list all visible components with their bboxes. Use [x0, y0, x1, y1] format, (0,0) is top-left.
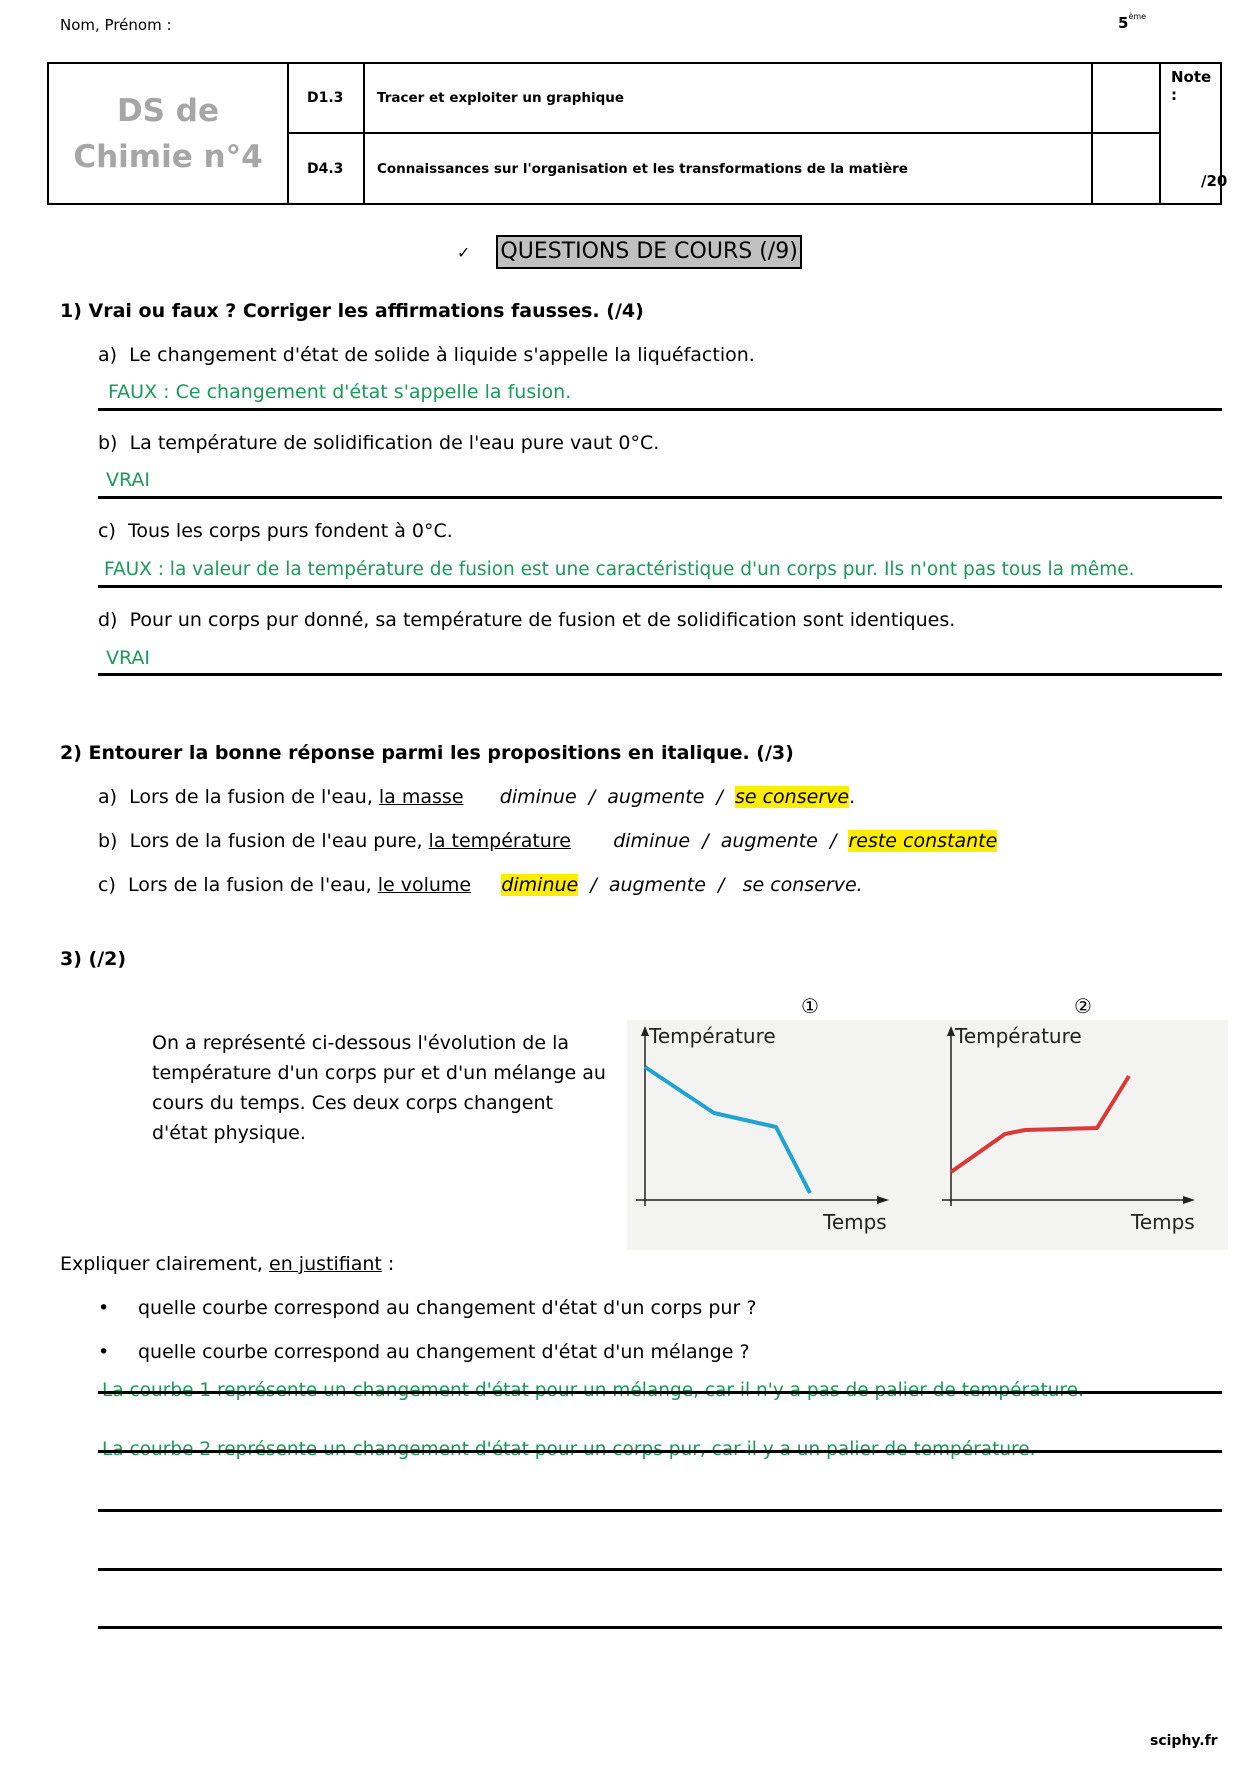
item-label: c): [98, 874, 116, 896]
answer-line: [98, 585, 1222, 588]
item-prefix: Lors de la fusion de l'eau,: [129, 786, 379, 808]
item-label: b): [98, 432, 118, 454]
answer-line[interactable]: [98, 1626, 1222, 1629]
chart1-ylabel: Température: [649, 1024, 776, 1048]
q2-item-c: [98, 874, 863, 896]
chart2-ylabel: Température: [955, 1024, 1082, 1048]
answer-line[interactable]: [98, 1568, 1222, 1571]
grade-suffix: ème: [1128, 12, 1147, 21]
skill-eval-1: [1093, 64, 1161, 134]
option-2[interactable]: augmente: [608, 874, 706, 896]
q1-answer-c[interactable]: FAUX : la valeur de la température de fusion est une caractéristique d'un corps pur. Ils n'ont pas tous la même.: [104, 559, 1135, 580]
separator: /: [829, 830, 837, 852]
separator: /: [702, 830, 709, 852]
item-text: La température de solidification de l'eau pure vaut 0°C.: [129, 432, 660, 454]
item-text: Tous les corps purs fondent à 0°C.: [127, 520, 453, 542]
instruction-suffix: :: [381, 1253, 395, 1275]
charts-figure: [627, 1020, 1228, 1250]
name-label: Nom, Prénom :: [60, 16, 172, 34]
option-3-selected[interactable]: reste constante: [848, 830, 998, 852]
skill-desc-1: Tracer et exploiter un graphique: [365, 64, 1093, 134]
option-1-selected[interactable]: diminue: [501, 874, 579, 896]
bullet-icon: •: [98, 1341, 110, 1363]
q1-answer-d[interactable]: VRAI: [106, 647, 151, 669]
separator: /: [718, 874, 725, 896]
item-prefix: Lors de la fusion de l'eau,: [127, 874, 378, 896]
answer-line: [98, 673, 1222, 676]
answer-line: [98, 1391, 1222, 1394]
grade-number: 5: [1118, 14, 1129, 32]
q3-bullet-1: [98, 1297, 756, 1319]
skill-code-2: D4.3: [289, 134, 365, 203]
section-heading: [457, 235, 802, 269]
item-prefix: Lors de la fusion de l'eau pure,: [129, 830, 429, 852]
item-end: .: [849, 786, 856, 808]
footer-site: sciphy.fr: [1150, 1733, 1218, 1749]
skill-desc-2: Connaissances sur l'organisation et les transformations de la matière: [365, 134, 1093, 203]
q3-paragraph: On a représenté ci-dessous l'évolution de la température d'un corps pur et d'un mélange au cours du temps. Ces deux corps changent d'état physique.: [152, 1032, 606, 1144]
option-1[interactable]: diminue: [499, 786, 577, 808]
info-table: [47, 62, 1228, 205]
option-2[interactable]: augmente: [720, 830, 818, 852]
separator: /: [590, 874, 597, 896]
item-label: d): [98, 609, 118, 631]
instruction-text: Expliquer clairement,: [60, 1253, 270, 1275]
chart1-xlabel: Temps: [823, 1210, 887, 1234]
note-label: Note :: [1171, 68, 1212, 104]
q2-title: 2) Entourer la bonne réponse parmi les propositions en italique. (/3): [60, 742, 794, 764]
answer-line: [98, 408, 1222, 411]
item-label: b): [98, 830, 118, 852]
q1-item-a: [98, 344, 755, 366]
item-subject: le volume: [377, 874, 472, 896]
q1-item-b: [98, 432, 659, 454]
bullet-text: quelle courbe correspond au changement d'état d'un corps pur ?: [138, 1297, 757, 1319]
item-label: a): [98, 344, 118, 366]
q1-title: 1) Vrai ou faux ? Corriger les affirmations fausses. (/4): [60, 300, 644, 322]
q3-instruction: [60, 1253, 394, 1275]
chart1-number: ①: [801, 994, 819, 1018]
separator: /: [588, 786, 596, 808]
q1-item-c: [98, 520, 453, 542]
q2-item-b: [98, 830, 997, 852]
q1-item-d: [98, 609, 955, 631]
answer-line: [98, 1450, 1222, 1453]
grade-level: [1118, 14, 1146, 32]
option-3[interactable]: se conserve.: [742, 874, 863, 896]
exam-title: [49, 64, 289, 203]
answer-line[interactable]: [98, 1509, 1222, 1512]
item-label: c): [98, 520, 116, 542]
answer-line: [98, 496, 1222, 499]
skill-code-1: D1.3: [289, 64, 365, 134]
option-2[interactable]: augmente: [607, 786, 705, 808]
q1-answer-a[interactable]: FAUX : Ce changement d'état s'appelle la fusion.: [108, 381, 572, 403]
q3-bullet-2: [98, 1341, 750, 1363]
item-subject: la masse: [378, 786, 464, 808]
instruction-underlined: en justifiant: [269, 1253, 382, 1275]
q3-title: 3) (/2): [60, 948, 127, 970]
item-label: a): [98, 786, 118, 808]
bullet-icon: •: [98, 1297, 110, 1319]
q1-answer-b[interactable]: VRAI: [106, 469, 151, 491]
item-subject: la température: [428, 830, 571, 852]
separator: /: [716, 786, 723, 808]
chart2-xlabel: Temps: [1131, 1210, 1195, 1234]
exam-title-line2: Chimie n°4: [73, 138, 263, 175]
exam-title-line1: DS de: [116, 92, 220, 129]
option-1[interactable]: diminue: [613, 830, 691, 852]
checkmark-icon: ✓: [457, 242, 471, 262]
chart2-number: ②: [1074, 994, 1092, 1018]
section-title: QUESTIONS DE COURS (/9): [496, 235, 801, 269]
option-3-selected[interactable]: se conserve: [734, 786, 850, 808]
item-text: Pour un corps pur donné, sa température de fusion et de solidification sont identiques.: [129, 609, 956, 631]
skill-eval-2: [1093, 134, 1161, 203]
note-total: /20: [1201, 172, 1228, 190]
bullet-text: quelle courbe correspond au changement d'état d'un mélange ?: [138, 1341, 750, 1363]
note-cell: [1161, 64, 1228, 203]
q2-item-a: [98, 786, 855, 808]
item-text: Le changement d'état de solide à liquide s'appelle la liquéfaction.: [129, 344, 755, 366]
